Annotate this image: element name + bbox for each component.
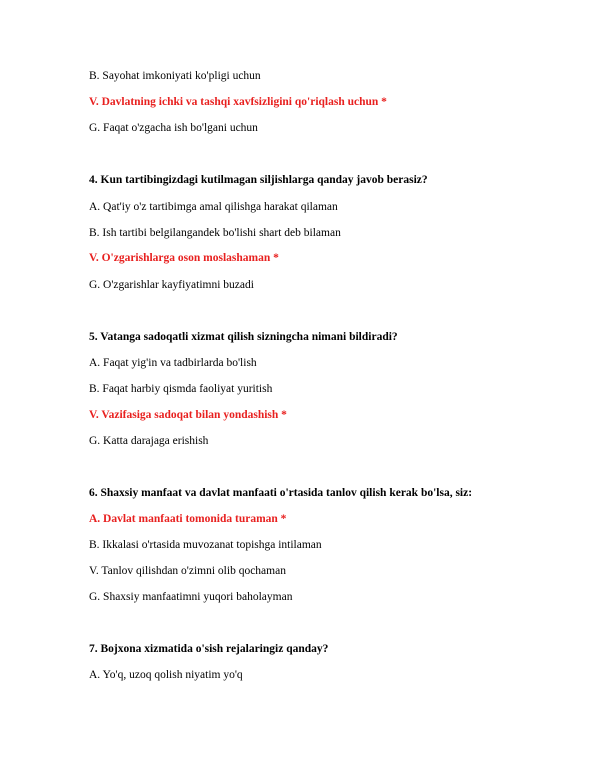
option-3g: G. Faqat o'zgacha ish bo'lgani uchun xyxy=(89,122,258,134)
option-4b: B. Ish tartibi belgilangandek bo'lishi shart deb bilaman xyxy=(89,227,341,239)
answer-5v: V. Vazifasiga sadoqat bilan yondashish * xyxy=(89,409,287,421)
option-6b: B. Ikkalasi o'rtasida muvozanat topishga intilaman xyxy=(89,539,322,551)
answer-3v: V. Davlatning ichki va tashqi xavfsizligini qo'riqlash uchun * xyxy=(89,96,387,108)
option-5a: A. Faqat yig'in va tadbirlarda bo'lish xyxy=(89,357,257,369)
option-5b: B. Faqat harbiy qismda faoliyat yuritish xyxy=(89,383,273,395)
question-6: 6. Shaxsiy manfaat va davlat manfaati o'rtasida tanlov qilish kerak bo'lsa, siz: xyxy=(89,487,473,499)
question-7: 7. Bojxona xizmatida o'sish rejalaringiz qanday? xyxy=(89,643,329,655)
question-4: 4. Kun tartibingizdagi kutilmagan siljishlarga qanday javob berasiz? xyxy=(89,174,428,186)
answer-6a: A. Davlat manfaati tomonida turaman * xyxy=(89,513,287,525)
option-6g: G. Shaxsiy manfaatimni yuqori baholayman xyxy=(89,591,293,603)
question-5: 5. Vatanga sadoqatli xizmat qilish sizningcha nimani bildiradi? xyxy=(89,331,398,343)
option-6v: V. Tanlov qilishdan o'zimni olib qochaman xyxy=(89,565,286,577)
option-4g: G. O'zgarishlar kayfiyatimni buzadi xyxy=(89,279,254,291)
answer-4v: V. O'zgarishlarga oson moslashaman * xyxy=(89,252,279,264)
option-4a: A. Qat'iy o'z tartibimga amal qilishga harakat qilaman xyxy=(89,201,338,213)
option-3b: B. Sayohat imkoniyati ko'pligi uchun xyxy=(89,70,261,82)
option-5g: G. Katta darajaga erishish xyxy=(89,435,209,447)
option-7a: A. Yo'q, uzoq qolish niyatim yo'q xyxy=(89,669,243,681)
